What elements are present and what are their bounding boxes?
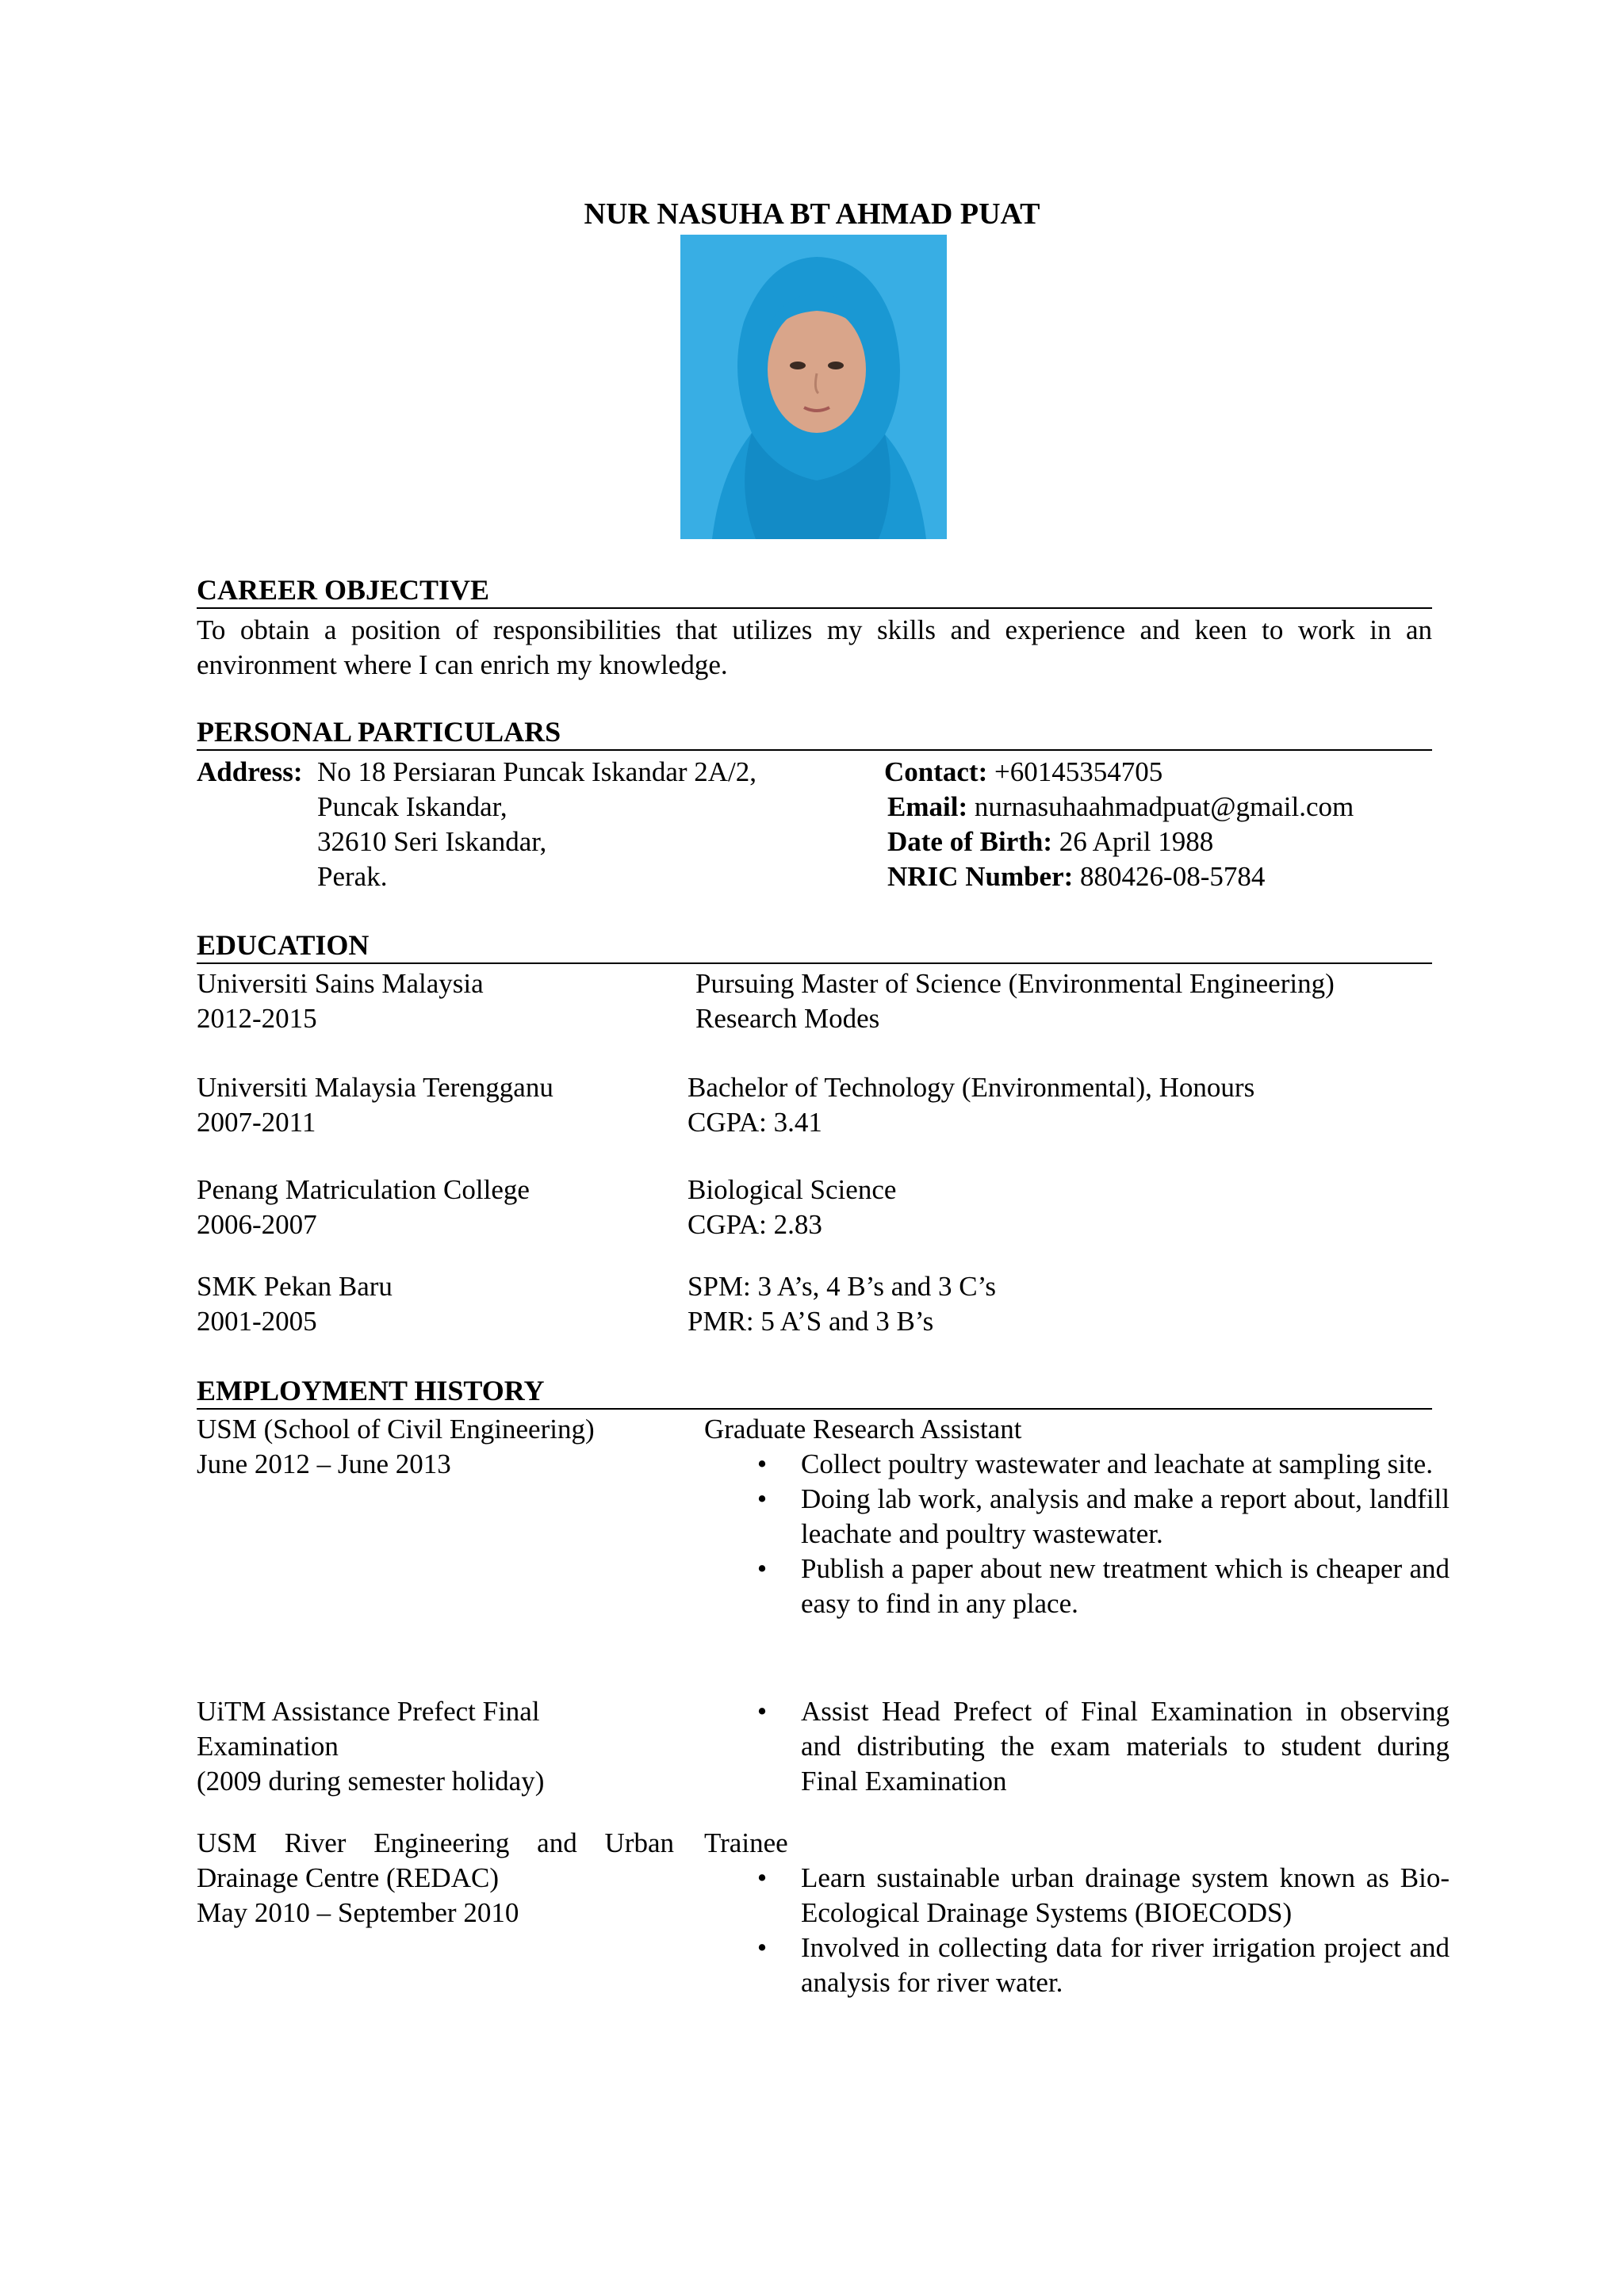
contact-row xyxy=(884,755,1162,790)
employment-dates: (2009 during semester holiday) xyxy=(197,1766,545,1797)
email-value: nurnasuhaahmadpuat@gmail.com xyxy=(974,791,1354,822)
career-objective-line-1: To obtain a position of responsibilities that utilizes my skills and experience and keen to work in an xyxy=(197,614,1432,645)
employer-line: USM (School of Civil Engineering) xyxy=(197,1414,595,1445)
education-detail: Biological Science xyxy=(688,1174,897,1205)
job-duty-item: • Assist Head Prefect of Final Examination in observing and distributing the exam materials to student during Final Examination xyxy=(745,1694,1450,1799)
address-line-2: Puncak Iskandar, xyxy=(317,791,508,822)
education-detail: CGPA: 3.41 xyxy=(688,1107,822,1138)
bullet-icon: • xyxy=(756,1553,768,1584)
nric-label: NRIC Number: xyxy=(887,861,1074,892)
bullet-icon: • xyxy=(756,1696,768,1727)
job-title: Trainee xyxy=(704,1827,788,1858)
bullet-icon: • xyxy=(756,1862,768,1893)
education-institution: Penang Matriculation College xyxy=(197,1174,530,1205)
nric-value: 880426-08-5784 xyxy=(1080,861,1266,892)
contact-value: +60145354705 xyxy=(994,756,1163,787)
address-line-3: 32610 Seri Iskandar, xyxy=(317,826,547,857)
bullet-icon: • xyxy=(756,1483,768,1514)
employer-line: UiTM Assistance Prefect Final xyxy=(197,1696,540,1727)
email-label: Email: xyxy=(887,791,968,822)
dob-value: 26 April 1988 xyxy=(1059,826,1214,857)
address-line-4: Perak. xyxy=(317,861,388,892)
contact-label: Contact: xyxy=(884,756,988,787)
dob-row xyxy=(887,825,1213,859)
education-detail: CGPA: 2.83 xyxy=(688,1209,822,1240)
job-duty-item: • Collect poultry wastewater and leachate at sampling site. xyxy=(745,1447,1450,1482)
employment-dates: June 2012 – June 2013 xyxy=(197,1448,451,1479)
employment-history-heading: EMPLOYMENT HISTORY xyxy=(197,1373,1432,1410)
job-duties-list xyxy=(745,1861,1450,2000)
education-detail: Research Modes xyxy=(695,1003,880,1034)
education-years: 2012-2015 xyxy=(197,1003,317,1034)
profile-photo xyxy=(680,235,947,539)
education-heading: EDUCATION xyxy=(197,928,1432,964)
job-duties-list xyxy=(745,1447,1450,1621)
education-institution: Universiti Sains Malaysia xyxy=(197,968,484,999)
job-title: Graduate Research Assistant xyxy=(704,1414,1022,1445)
education-institution: Universiti Malaysia Terengganu xyxy=(197,1072,553,1103)
personal-particulars-heading: PERSONAL PARTICULARS xyxy=(197,714,1432,751)
address-line-1: No 18 Persiaran Puncak Iskandar 2A/2, xyxy=(317,756,757,787)
education-institution: SMK Pekan Baru xyxy=(197,1271,393,1302)
career-objective-heading: CAREER OBJECTIVE xyxy=(197,572,1432,609)
employer-line: USM River Engineering and Urban xyxy=(197,1827,674,1858)
job-duty-item: • Involved in collecting data for river irrigation project and analysis for river water. xyxy=(745,1931,1450,2000)
bullet-icon: • xyxy=(756,1448,768,1479)
education-years: 2007-2011 xyxy=(197,1107,316,1138)
bullet-icon: • xyxy=(756,1932,768,1963)
education-years: 2001-2005 xyxy=(197,1306,317,1337)
employer-line: Examination xyxy=(197,1731,339,1762)
job-duty-item: • Learn sustainable urban drainage system known as Bio-Ecological Drainage Systems (BIOECODS) xyxy=(745,1861,1450,1931)
job-duty-item: • Publish a paper about new treatment which is cheaper and easy to find in any place. xyxy=(745,1552,1450,1621)
career-objective-line-2: environment where I can enrich my knowledge. xyxy=(197,649,728,680)
email-row xyxy=(887,790,1354,825)
employer-line: Drainage Centre (REDAC) xyxy=(197,1862,499,1893)
education-detail: SPM: 3 A’s, 4 B’s and 3 C’s xyxy=(688,1271,996,1302)
education-years: 2006-2007 xyxy=(197,1209,317,1240)
address-label: Address: xyxy=(197,756,303,787)
nric-row xyxy=(887,859,1265,894)
education-detail: PMR: 5 A’S and 3 B’s xyxy=(688,1306,934,1337)
employment-dates: May 2010 – September 2010 xyxy=(197,1897,519,1928)
education-detail: Bachelor of Technology (Environmental), Honours xyxy=(688,1072,1255,1103)
job-duties-list xyxy=(745,1694,1450,1799)
job-duty-item: • Doing lab work, analysis and make a report about, landfill leachate and poultry wastewater. xyxy=(745,1482,1450,1552)
education-detail: Pursuing Master of Science (Environmental Engineering) xyxy=(695,968,1335,999)
resume-name: NUR NASUHA BT AHMAD PUAT xyxy=(584,197,1040,231)
dob-label: Date of Birth: xyxy=(887,826,1053,857)
